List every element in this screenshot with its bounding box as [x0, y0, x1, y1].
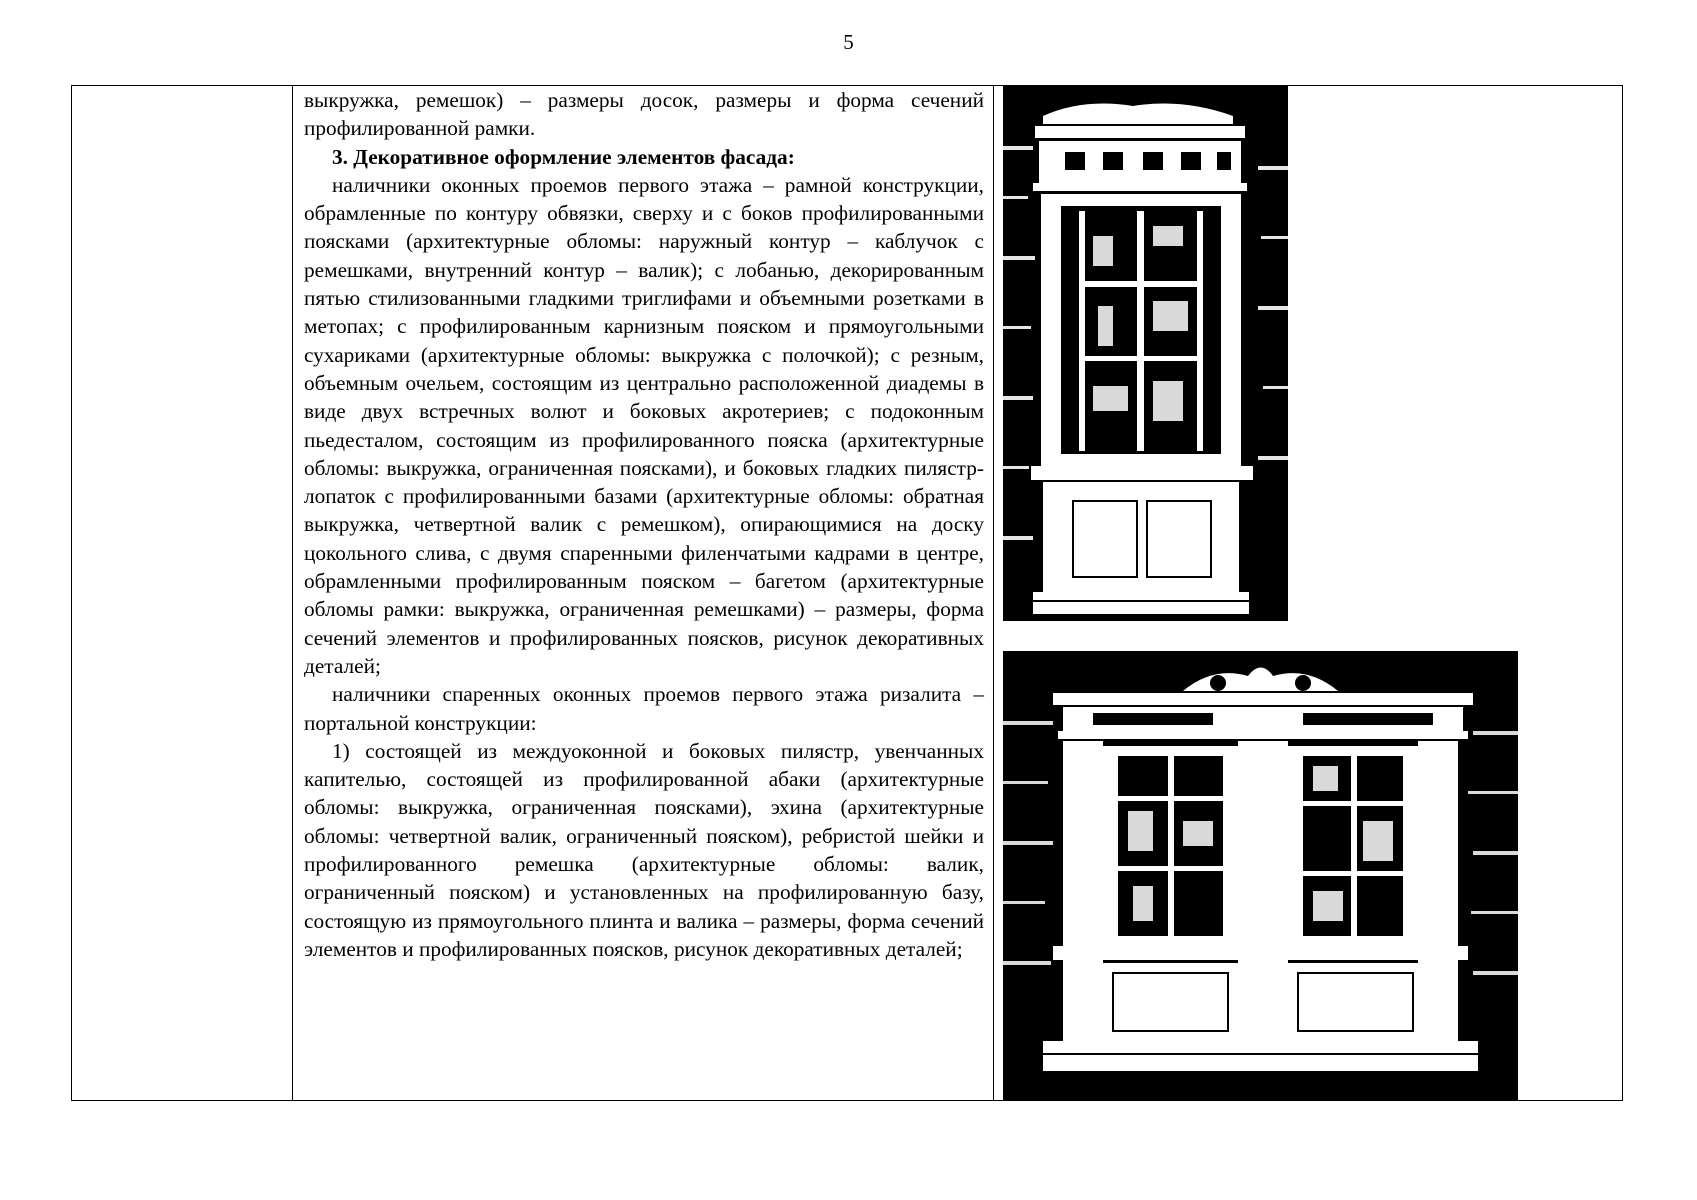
window-architrave-photo	[1003, 86, 1288, 621]
page-number: 5	[843, 30, 854, 54]
empty-cell	[72, 86, 293, 1101]
photo-cell	[994, 86, 1623, 1101]
paragraph-paired-architraves: наличники спаренных оконных проемов первого этажа ризалита – портальной конструкции:	[304, 682, 984, 735]
section-heading: 3. Декоративное оформление элементов фасада:	[332, 144, 795, 169]
paragraph-first-floor-architraves: наличники оконных проемов первого этажа – рамной конструкции, обрамленные по контуру обвязки, сверху и с боков профилированными поясками (архитектурные обломы: наружный контур – каблучок с ремешками, внутренний контур – валик); с лобанью, декорированным пятью стилизованными гладкими триглифами и объемными розетками в метопах; с профилированным карнизным пояском и прямоугольными сухариками (архитектурные обломы: выкружка с полочкой); с резным, объемным очельем, состоящим из центрально расположенной диадемы в виде двух встречных волют и боковых акротериев; с подоконным пьедесталом, состоящим из профилированного пояска (архитектурные обломы: выкружка, ограниченная поясками), и боковых гладких пилястр-лопаток с профилированными базами (архитектурные обломы: обратная выкружка, четвертной валик с ремешком), опирающимися на доску цокольного слива, с двумя спаренными филенчатыми кадрами в центре, обрамленными профилированным пояском – багетом (архитектурные обломы рамки: выкружка, ограниченная ремешками) – размеры, форма сечений элементов и профилированных поясков, рисунок декоративных деталей;	[304, 172, 984, 678]
table-row	[72, 86, 1623, 1101]
paired-windows-architrave-photo	[1003, 651, 1518, 1101]
paragraph-portal-pilasters: 1) состоящей из междуоконной и боковых пилястр, увенчанных капителью, состоящей из профилированной абаки (архитектурные обломы: выкружка, ограниченная поясками), эхина (архитектурные обломы: четвертной валик, ограниченный пояском), ребристой шейки и профилированного ремешка (архитектурные обломы: валик, ограниченный пояском) и установленных на профилированную базу, состоящую из прямоугольного плинта и валика – размеры, форма сечений элементов и профилированных поясков, рисунок декоративных деталей;	[304, 738, 984, 961]
paragraph-continuation: выкружка, ремешок) – размеры досок, размеры и форма сечений профилированной рамки.	[304, 88, 984, 141]
document-table	[71, 85, 1623, 1101]
text-cell	[293, 86, 994, 1101]
